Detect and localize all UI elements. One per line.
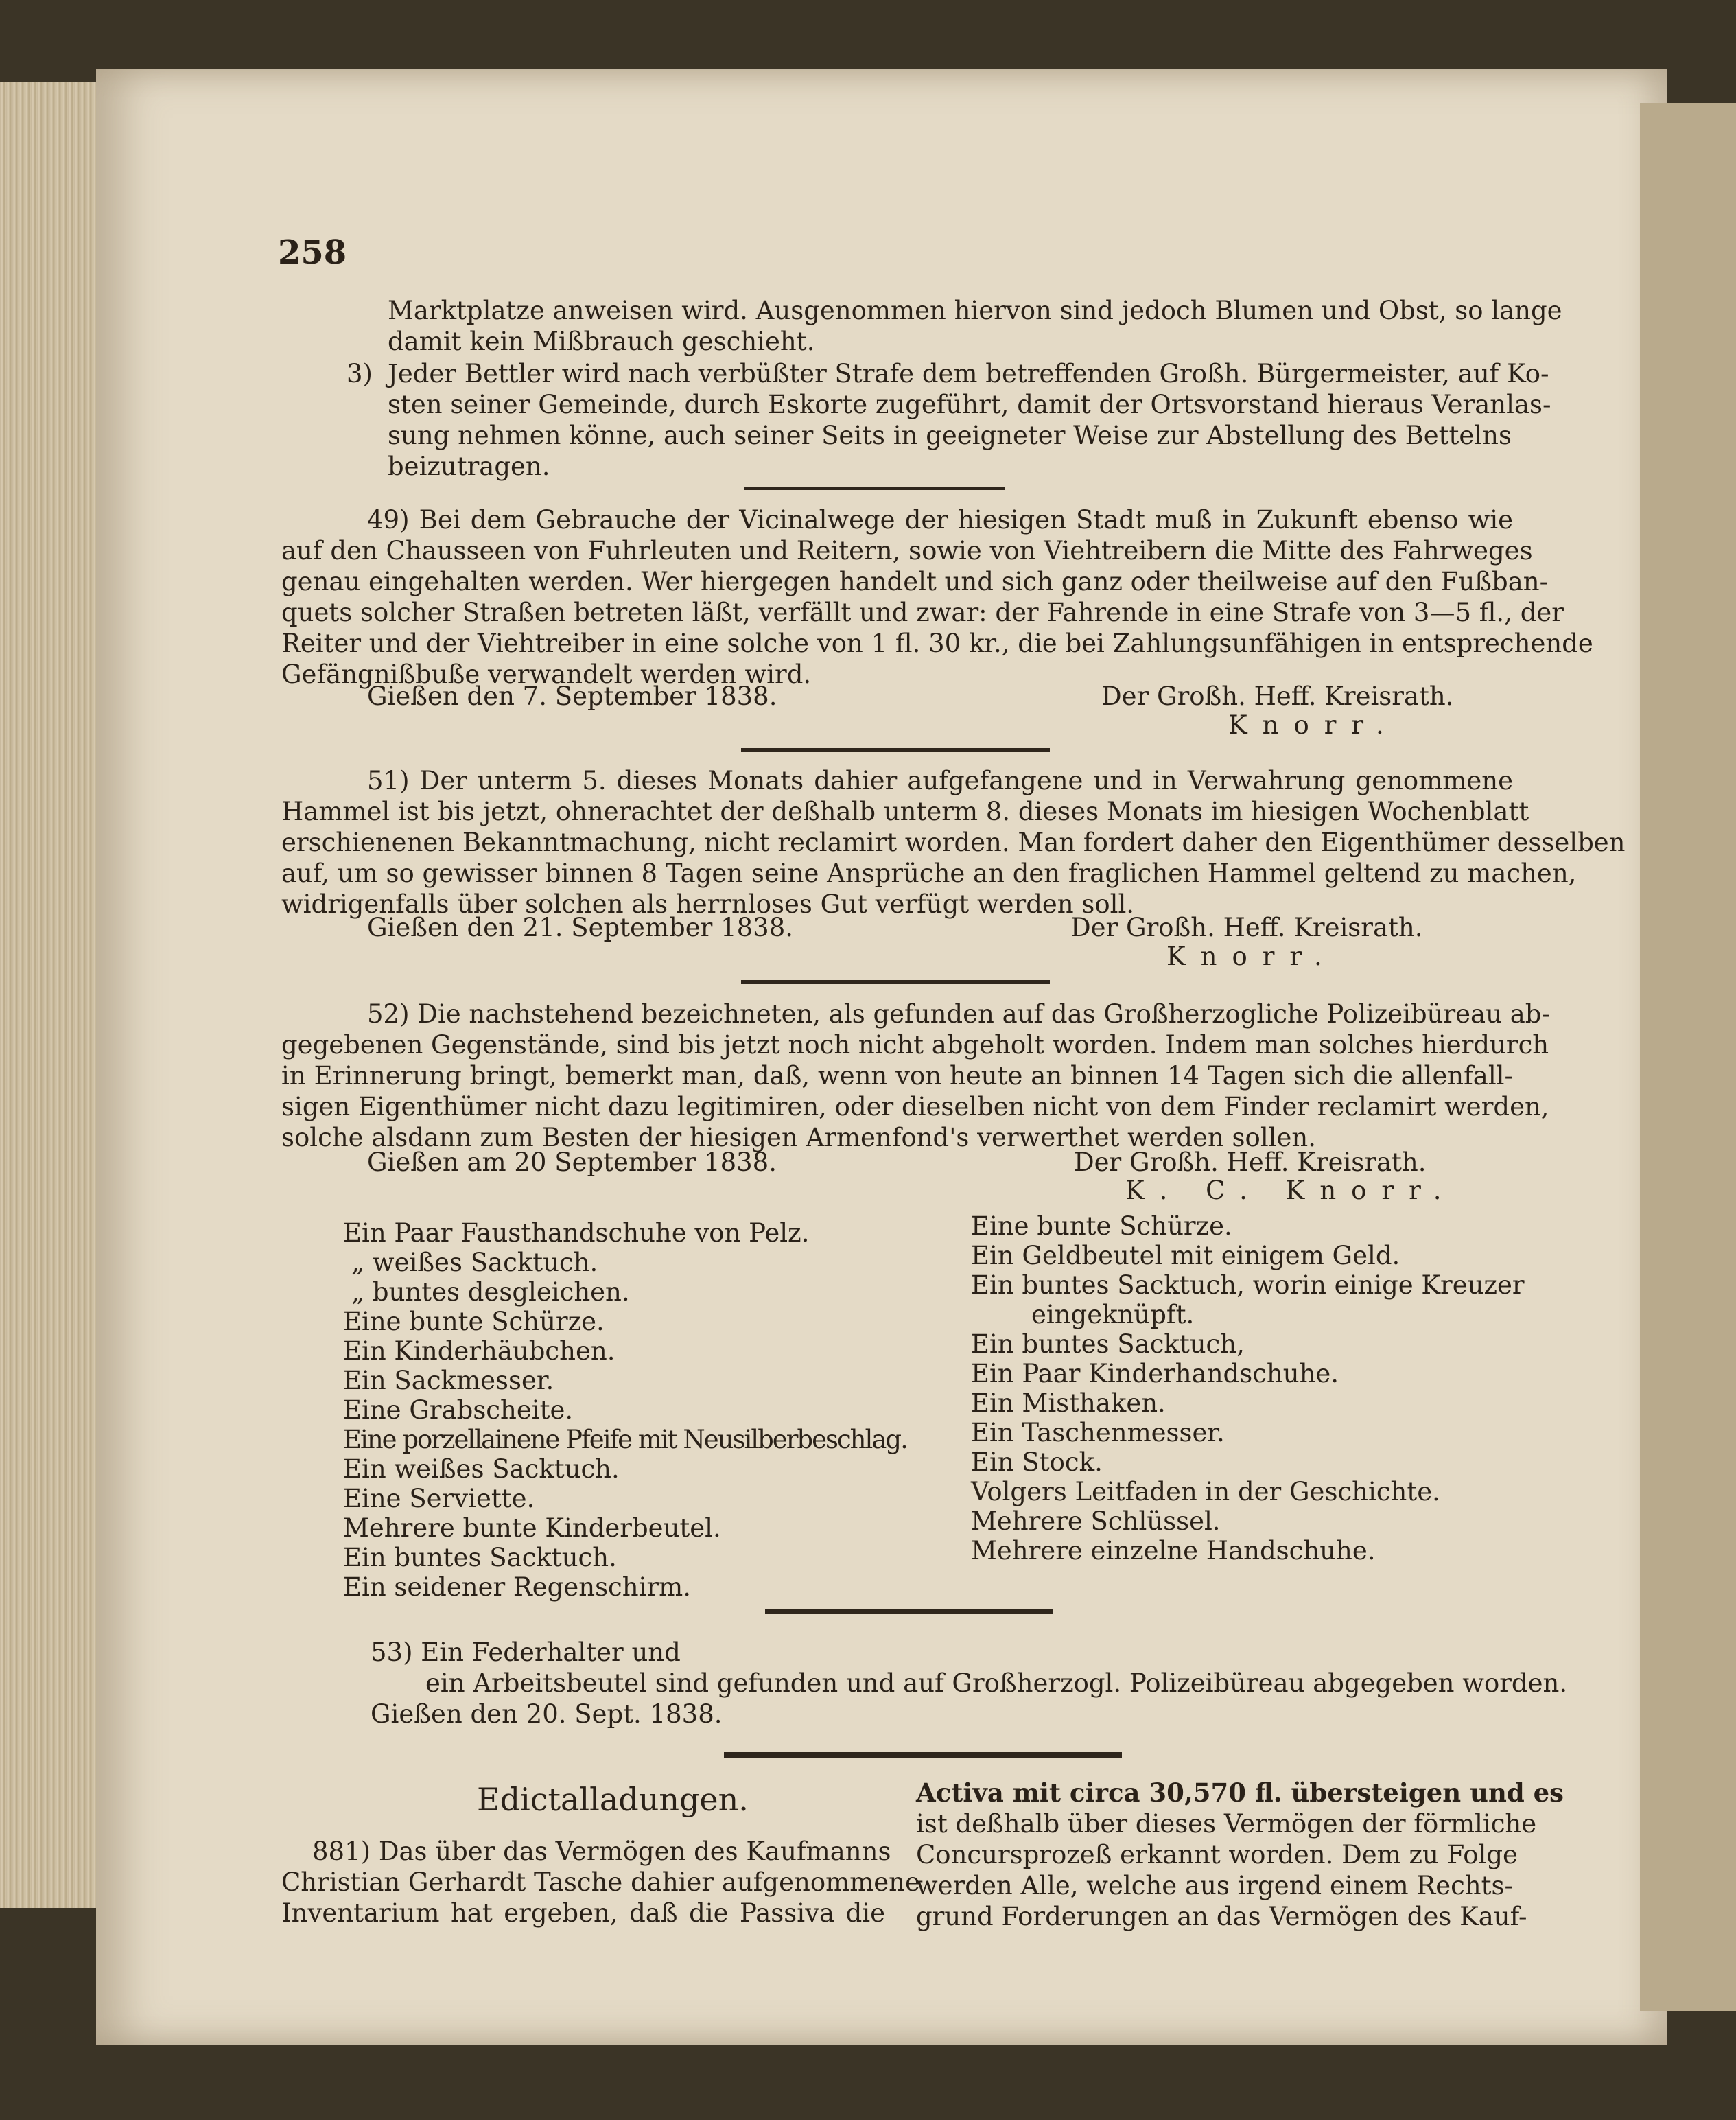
list-item: Eine bunte Schürze. bbox=[343, 1307, 605, 1336]
item-3-text bbox=[388, 358, 1551, 482]
found-items-right bbox=[971, 1211, 1525, 1565]
list-item: Ein Paar Kinderhandschuhe. bbox=[971, 1359, 1339, 1388]
text-line: 881) Das über das Vermögen des Kaufmanns bbox=[312, 1837, 891, 1866]
text-line: auf, um so gewisser binnen 8 Tagen seine Ansprüche an den fraglichen Hammel geltend zu machen, bbox=[281, 859, 1577, 888]
list-item: Volgers Leitfaden in der Geschichte. bbox=[971, 1477, 1440, 1506]
list-item: Eine Grabscheite. bbox=[343, 1395, 574, 1425]
page-number: 258 bbox=[278, 233, 347, 272]
list-item: Ein seidener Regenschirm. bbox=[343, 1572, 691, 1602]
notice-52-authority: Der Großh. Heff. Kreisrath. bbox=[1074, 1148, 1427, 1177]
text-line: damit kein Mißbrauch geschieht. bbox=[388, 327, 815, 356]
text-line: quets solcher Straßen betreten läßt, verfällt und zwar: der Fahrende in eine Strafe von 3—5 fl., der bbox=[281, 598, 1564, 627]
list-item: Eine bunte Schürze. bbox=[971, 1211, 1232, 1241]
text-line: 51) Der unterm 5. dieses Monats dahier aufgefangene und in Verwahrung genommene bbox=[367, 766, 1513, 795]
section-heading: Edictalladungen. bbox=[477, 1781, 749, 1818]
found-items-left bbox=[343, 1218, 907, 1602]
text-line: Christian Gerhardt Tasche dahier aufgenommene bbox=[281, 1867, 920, 1897]
list-item: Ein Paar Fausthandschuhe von Pelz. bbox=[343, 1218, 810, 1248]
text-line: Hammel ist bis jetzt, ohnerachtet der deßhalb unterm 8. dieses Monats im hiesigen Wochenblatt bbox=[281, 797, 1529, 826]
list-item: Ein buntes Sacktuch. bbox=[343, 1543, 617, 1572]
section-divider bbox=[741, 748, 1050, 752]
text-line: Inventarium hat ergeben, daß die Passiva die bbox=[281, 1898, 885, 1928]
notice-51 bbox=[281, 765, 1626, 920]
text-line: Gießen den 20. Sept. 1838. bbox=[371, 1699, 723, 1729]
text-line: in Erinnerung bringt, bemerkt man, daß, wenn von heute an binnen 14 Tagen sich die allenfall- bbox=[281, 1061, 1513, 1091]
notice-49-authority: Der Großh. Heff. Kreisrath. bbox=[1101, 682, 1454, 711]
notice-49 bbox=[281, 504, 1593, 690]
facing-page-edge bbox=[1640, 103, 1736, 2011]
notice-51-place-date: Gießen den 21. September 1838. bbox=[367, 913, 793, 942]
text-line: auf den Chausseen von Fuhrleuten und Reitern, sowie von Viehtreibern die Mitte des Fahrweges bbox=[281, 536, 1533, 566]
text-line: 53) Ein Federhalter und bbox=[371, 1638, 681, 1667]
item-3-label: 3) bbox=[347, 359, 373, 388]
list-item: Mehrere bunte Kinderbeutel. bbox=[343, 1513, 721, 1543]
list-item: Ein buntes Sacktuch, worin einige Kreuzer bbox=[971, 1270, 1525, 1300]
section-divider bbox=[765, 1609, 1053, 1614]
edictal-right-column bbox=[916, 1778, 1564, 1932]
text-line: ein Arbeitsbeutel sind gefunden und auf Großherzogl. Polizeibüreau abgegeben worden. bbox=[425, 1668, 1568, 1698]
list-item: „ weißes Sacktuch. bbox=[351, 1248, 598, 1277]
notice-51-signature: Knorr. bbox=[1166, 942, 1337, 971]
section-divider bbox=[744, 487, 1005, 490]
notice-52 bbox=[281, 999, 1550, 1153]
notice-53 bbox=[371, 1637, 1568, 1729]
text-line: ist deßhalb über dieses Vermögen der förmliche bbox=[916, 1809, 1537, 1839]
text-line: Gefängnißbuße verwandelt werden wird. bbox=[281, 660, 812, 689]
list-item: eingeknüpft. bbox=[1031, 1300, 1195, 1329]
notice-52-place-date: Gießen am 20 September 1838. bbox=[367, 1148, 777, 1177]
list-item: Ein Geldbeutel mit einigem Geld. bbox=[971, 1241, 1400, 1270]
list-item: Ein Taschenmesser. bbox=[971, 1418, 1225, 1447]
text-line: werden Alle, welche aus irgend einem Rechts- bbox=[916, 1871, 1513, 1900]
text-line: gegebenen Gegenstände, sind bis jetzt noch nicht abgeholt worden. Indem man solches hierdurch bbox=[281, 1030, 1549, 1060]
text-line: genau eingehalten werden. Wer hiergegen handelt und sich ganz oder theilweise auf den Fußban- bbox=[281, 567, 1549, 596]
section-divider-heavy bbox=[724, 1752, 1122, 1758]
text-line: 49) Bei dem Gebrauche der Vicinalwege der hiesigen Stadt muß in Zukunft ebenso wie bbox=[367, 505, 1513, 535]
notice-51-authority: Der Großh. Heff. Kreisrath. bbox=[1070, 913, 1423, 942]
list-item: Ein weißes Sacktuch. bbox=[343, 1454, 620, 1484]
section-divider bbox=[741, 980, 1050, 984]
list-item: Mehrere Schlüssel. bbox=[971, 1506, 1221, 1536]
intro-text bbox=[388, 295, 1562, 357]
text-line: Jeder Bettler wird nach verbüßter Strafe dem betreffenden Großh. Bürgermeister, auf Ko- bbox=[388, 359, 1549, 388]
text-line: Reiter und der Viehtreiber in eine solche von 1 fl. 30 kr., die bei Zahlungsunfähigen in entsprechende bbox=[281, 629, 1593, 658]
text-line: grund Forderungen an das Vermögen des Kauf- bbox=[916, 1902, 1527, 1931]
notice-52-signature: K. C. Knorr. bbox=[1125, 1176, 1457, 1205]
list-item: Ein Kinderhäubchen. bbox=[343, 1336, 615, 1366]
text-line: erschienenen Bekanntmachung, nicht reclamirt worden. Man fordert daher den Eigenthümer desselben bbox=[281, 828, 1626, 857]
text-line: beizutragen. bbox=[388, 452, 550, 481]
list-item: Mehrere einzelne Handschuhe. bbox=[971, 1536, 1376, 1565]
list-item: „ buntes desgleichen. bbox=[351, 1277, 630, 1307]
list-item: Ein Stock. bbox=[971, 1447, 1103, 1477]
notice-49-signature: Knorr. bbox=[1228, 710, 1399, 740]
notice-49-place-date: Gießen den 7. September 1838. bbox=[367, 682, 777, 711]
list-item: Ein buntes Sacktuch, bbox=[971, 1329, 1245, 1359]
text-line: Concursprozeß erkannt worden. Dem zu Folge bbox=[916, 1840, 1518, 1869]
text-line: 52) Die nachstehend bezeichneten, als gefunden auf das Großherzogliche Polizeibüreau ab- bbox=[367, 999, 1550, 1029]
list-item: Ein Misthaken. bbox=[971, 1388, 1166, 1418]
list-item: Eine porzellainene Pfeife mit Neusilberbeschlag. bbox=[343, 1425, 907, 1454]
text-line: Activa mit circa 30,570 fl. übersteigen und es bbox=[916, 1778, 1564, 1808]
text-line: sung nehmen könne, auch seiner Seits in geeigneter Weise zur Abstellung des Bettelns bbox=[388, 421, 1512, 450]
text-line: sten seiner Gemeinde, durch Eskorte zugeführt, damit der Ortsvorstand hieraus Veranlas- bbox=[388, 390, 1551, 419]
book-page-edges bbox=[0, 82, 103, 1908]
edictal-left-column bbox=[281, 1836, 920, 1929]
text-line: Marktplatze anweisen wird. Ausgenommen hiervon sind jedoch Blumen und Obst, so lange bbox=[388, 296, 1562, 325]
list-item: Ein Sackmesser. bbox=[343, 1366, 554, 1395]
text-line: solche alsdann zum Besten der hiesigen Armenfond's verwerthet werden sollen. bbox=[281, 1123, 1316, 1152]
text-line: sigen Eigenthümer nicht dazu legitimiren, oder dieselben nicht von dem Finder reclamirt werden, bbox=[281, 1092, 1549, 1121]
list-item: Eine Serviette. bbox=[343, 1484, 535, 1513]
text-line: widrigenfalls über solchen als herrnloses Gut verfügt werden soll. bbox=[281, 889, 1135, 919]
